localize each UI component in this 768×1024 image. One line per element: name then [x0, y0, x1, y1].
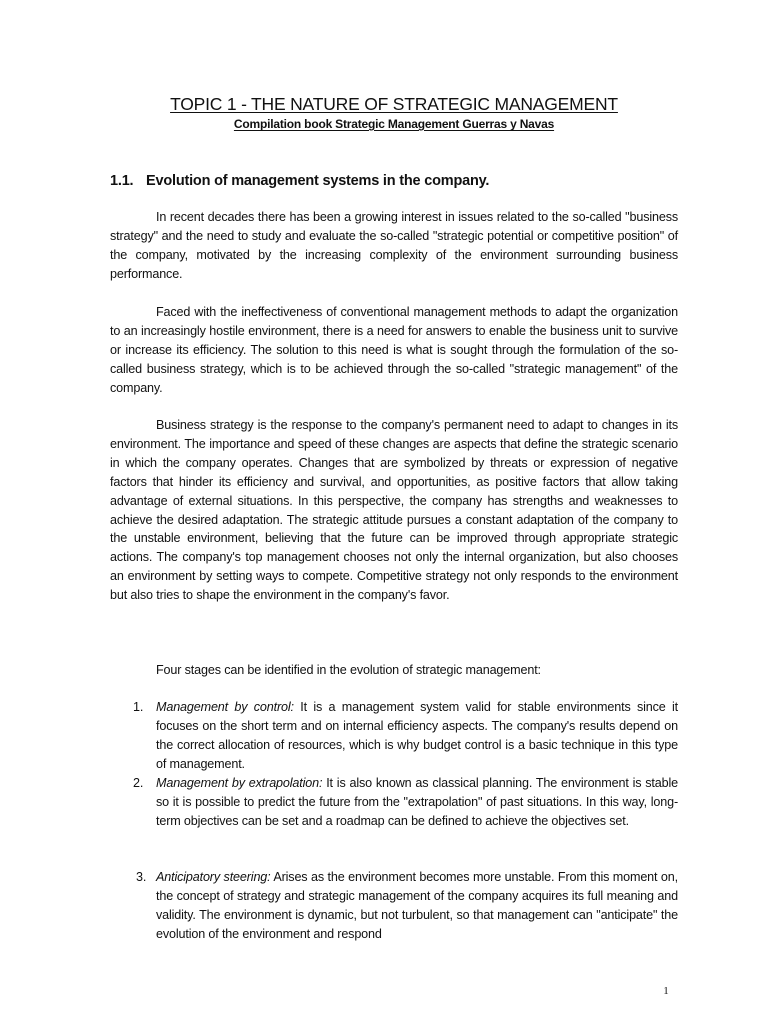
paragraph-ineffectiveness: Faced with the ineffectiveness of conventional management methods to adapt the organization to an increasingly hostile environment, there is a need for answers to enable the business unit to survive or increase its efficiency. The solution to this need is what is sought through the formulation of the so-called business strategy, which is to be achieved through the so-called "strategic management" of the company.: [110, 305, 678, 395]
list-item-number: 1.: [133, 700, 144, 714]
list-item-term: Management by extrapolation:: [156, 776, 323, 790]
list-item-text: It is a management system valid for stable environments since it focuses on the short term and on internal efficiency aspects. The company's results depend on the correct allocation of resources, which is why budget control is a basic technique in this type of management.: [156, 700, 679, 771]
list-item-number: 3.: [136, 870, 147, 884]
paragraph-intro: In recent decades there has been a growing interest in issues related to the so-called "business strategy" and the need to study and evaluate the so-called "strategic potential or competitive position" of the company, motivated by the increasing complexity of the environment surrounding business performance.: [110, 210, 678, 281]
paragraph-four-stages: Four stages can be identified in the evolution of strategic management:: [156, 663, 541, 677]
section-heading: [110, 171, 670, 191]
list-item-term: Anticipatory steering:: [156, 870, 271, 884]
document-title: TOPIC 1 - THE NATURE OF STRATEGIC MANAGEMENT: [170, 94, 618, 114]
section-number: 1.1.: [110, 173, 134, 189]
paragraph-business-strategy: Business strategy is the response to the company's permanent need to adapt to changes in its environment. The importance and speed of these changes are aspects that define the strategic scenario in which the company operates. Changes that are symbolized by threats or expression of negative factors that hinder its efficiency and survival, and opportunities, as positive factors that allow taking advantage of external situations. In this perspective, the company has strengths and weaknesses to achieve the desired adaptation. The strategic attitude pursues a constant adaptation of the company to the unstable environment, believing that the future can be improved through appropriate strategic actions. The company's top management chooses not only the internal organization, but also chooses an environment by setting ways to compete. Competitive strategy not only responds to the environment but also tries to shape the environment in the company's favor.: [110, 418, 678, 603]
list-item-management-by-control: [133, 698, 679, 774]
section-title: Evolution of management systems in the company.: [146, 173, 490, 189]
page-number: 1: [663, 985, 669, 997]
list-item-anticipatory-steering: [136, 868, 678, 944]
list-item-term: Management by control:: [156, 700, 294, 714]
list-item-management-by-extrapolation: [133, 774, 678, 831]
document-subtitle: Compilation book Strategic Management Guerras y Navas: [233, 117, 555, 131]
list-item-number: 2.: [133, 776, 144, 790]
list-item-text: Arises as the environment becomes more unstable. From this moment on, the concept of strategy and strategic management of the company acquires its full meaning and validity. The environment is dynamic, but not turbulent, so that management can "anticipate" the evolution of the environment and respond: [156, 870, 678, 941]
list-item-text: It is also known as classical planning. The environment is stable so it is possible to predict the future from the "extrapolation" of past situations. In this way, long-term objectives can be set and a roadmap can be defined to achieve the objectives set.: [156, 776, 678, 828]
